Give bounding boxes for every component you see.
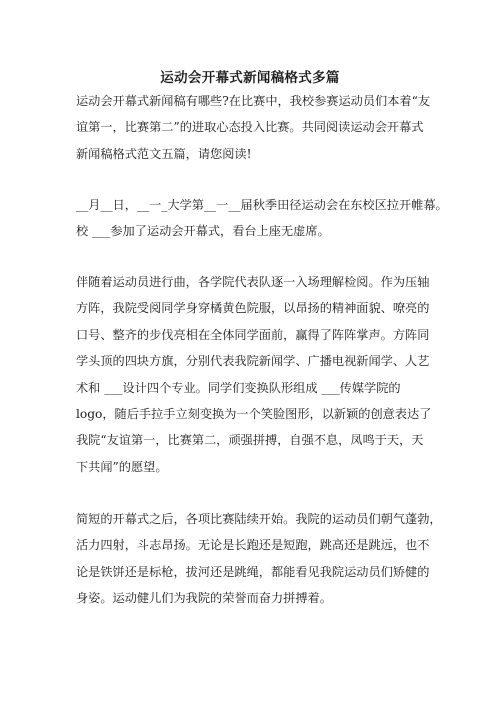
paragraph-date: [76, 192, 448, 245]
paragraph-line: 身姿。运动健儿们为我院的荣誉而奋力拼搏着。: [76, 591, 332, 606]
paragraph-line: 谊第一，比赛第二”的进取心态投入比赛。共同阅读运动会开幕式: [76, 120, 424, 135]
paragraph-line: 校 ___参加了运动会开幕式，看台上座无虚席。: [76, 224, 330, 239]
paragraph-line: 术和 ___设计四个专业。同学们变换队形组成 ___传媒学院的: [76, 380, 401, 395]
paragraph-line: 伴随着运动员进行曲，各学院代表队逐一入场理解检阅。作为压轴: [76, 275, 430, 289]
paragraph-intro: [76, 88, 436, 167]
paragraph-line: 口号、整齐的步伐亮相在全体同学面前，赢得了阵阵掌声。方阵同: [76, 327, 430, 342]
document-title: 运动会开幕式新闻稿格式多篇: [160, 70, 340, 86]
paragraph-line: 运动会开幕式新闻稿有哪些?在比赛中，我校参赛运动员们本着“友: [76, 94, 431, 108]
paragraph-line: 论是铁饼还是标枪，拔河还是跳绳，都能看见我院运动员们矫健的: [76, 564, 430, 579]
paragraph-line: __月__日，__一_大学第__一__届秋季田径运动会在东校区拉开帷幕。: [76, 198, 448, 212]
paragraph-line: 我院“友谊第一，比赛第二，顽强拼搏，自强不息，凤鸣于天，天: [76, 433, 424, 448]
paragraph-line: 下共闻”的愿望。: [76, 459, 168, 474]
paragraph-competition: [76, 506, 442, 612]
paragraph-parade: [76, 269, 436, 480]
paragraph-line: 活力四射，斗志昂扬。无论是长跑还是短跑，跳高还是跳远，也不: [76, 538, 430, 553]
paragraph-line: logo，随后手拉手立刻变换为一个笑脸图形，以新颖的创意表达了: [76, 407, 432, 422]
paragraph-line: 方阵，我院受阅同学身穿橘黄色院服，以昂扬的精神面貌、嘹亮的: [76, 301, 430, 316]
paragraph-line: 简短的开幕式之后，各项比赛陆续开始。我院的运动员们朝气蓬勃，: [76, 512, 442, 526]
paragraph-line: 学头顶的四块方旗，分别代表我院新闻学、广播电视新闻学、人艺: [76, 354, 430, 369]
paragraph-line: 新闻稿格式范文五篇，请您阅读!: [76, 146, 252, 161]
